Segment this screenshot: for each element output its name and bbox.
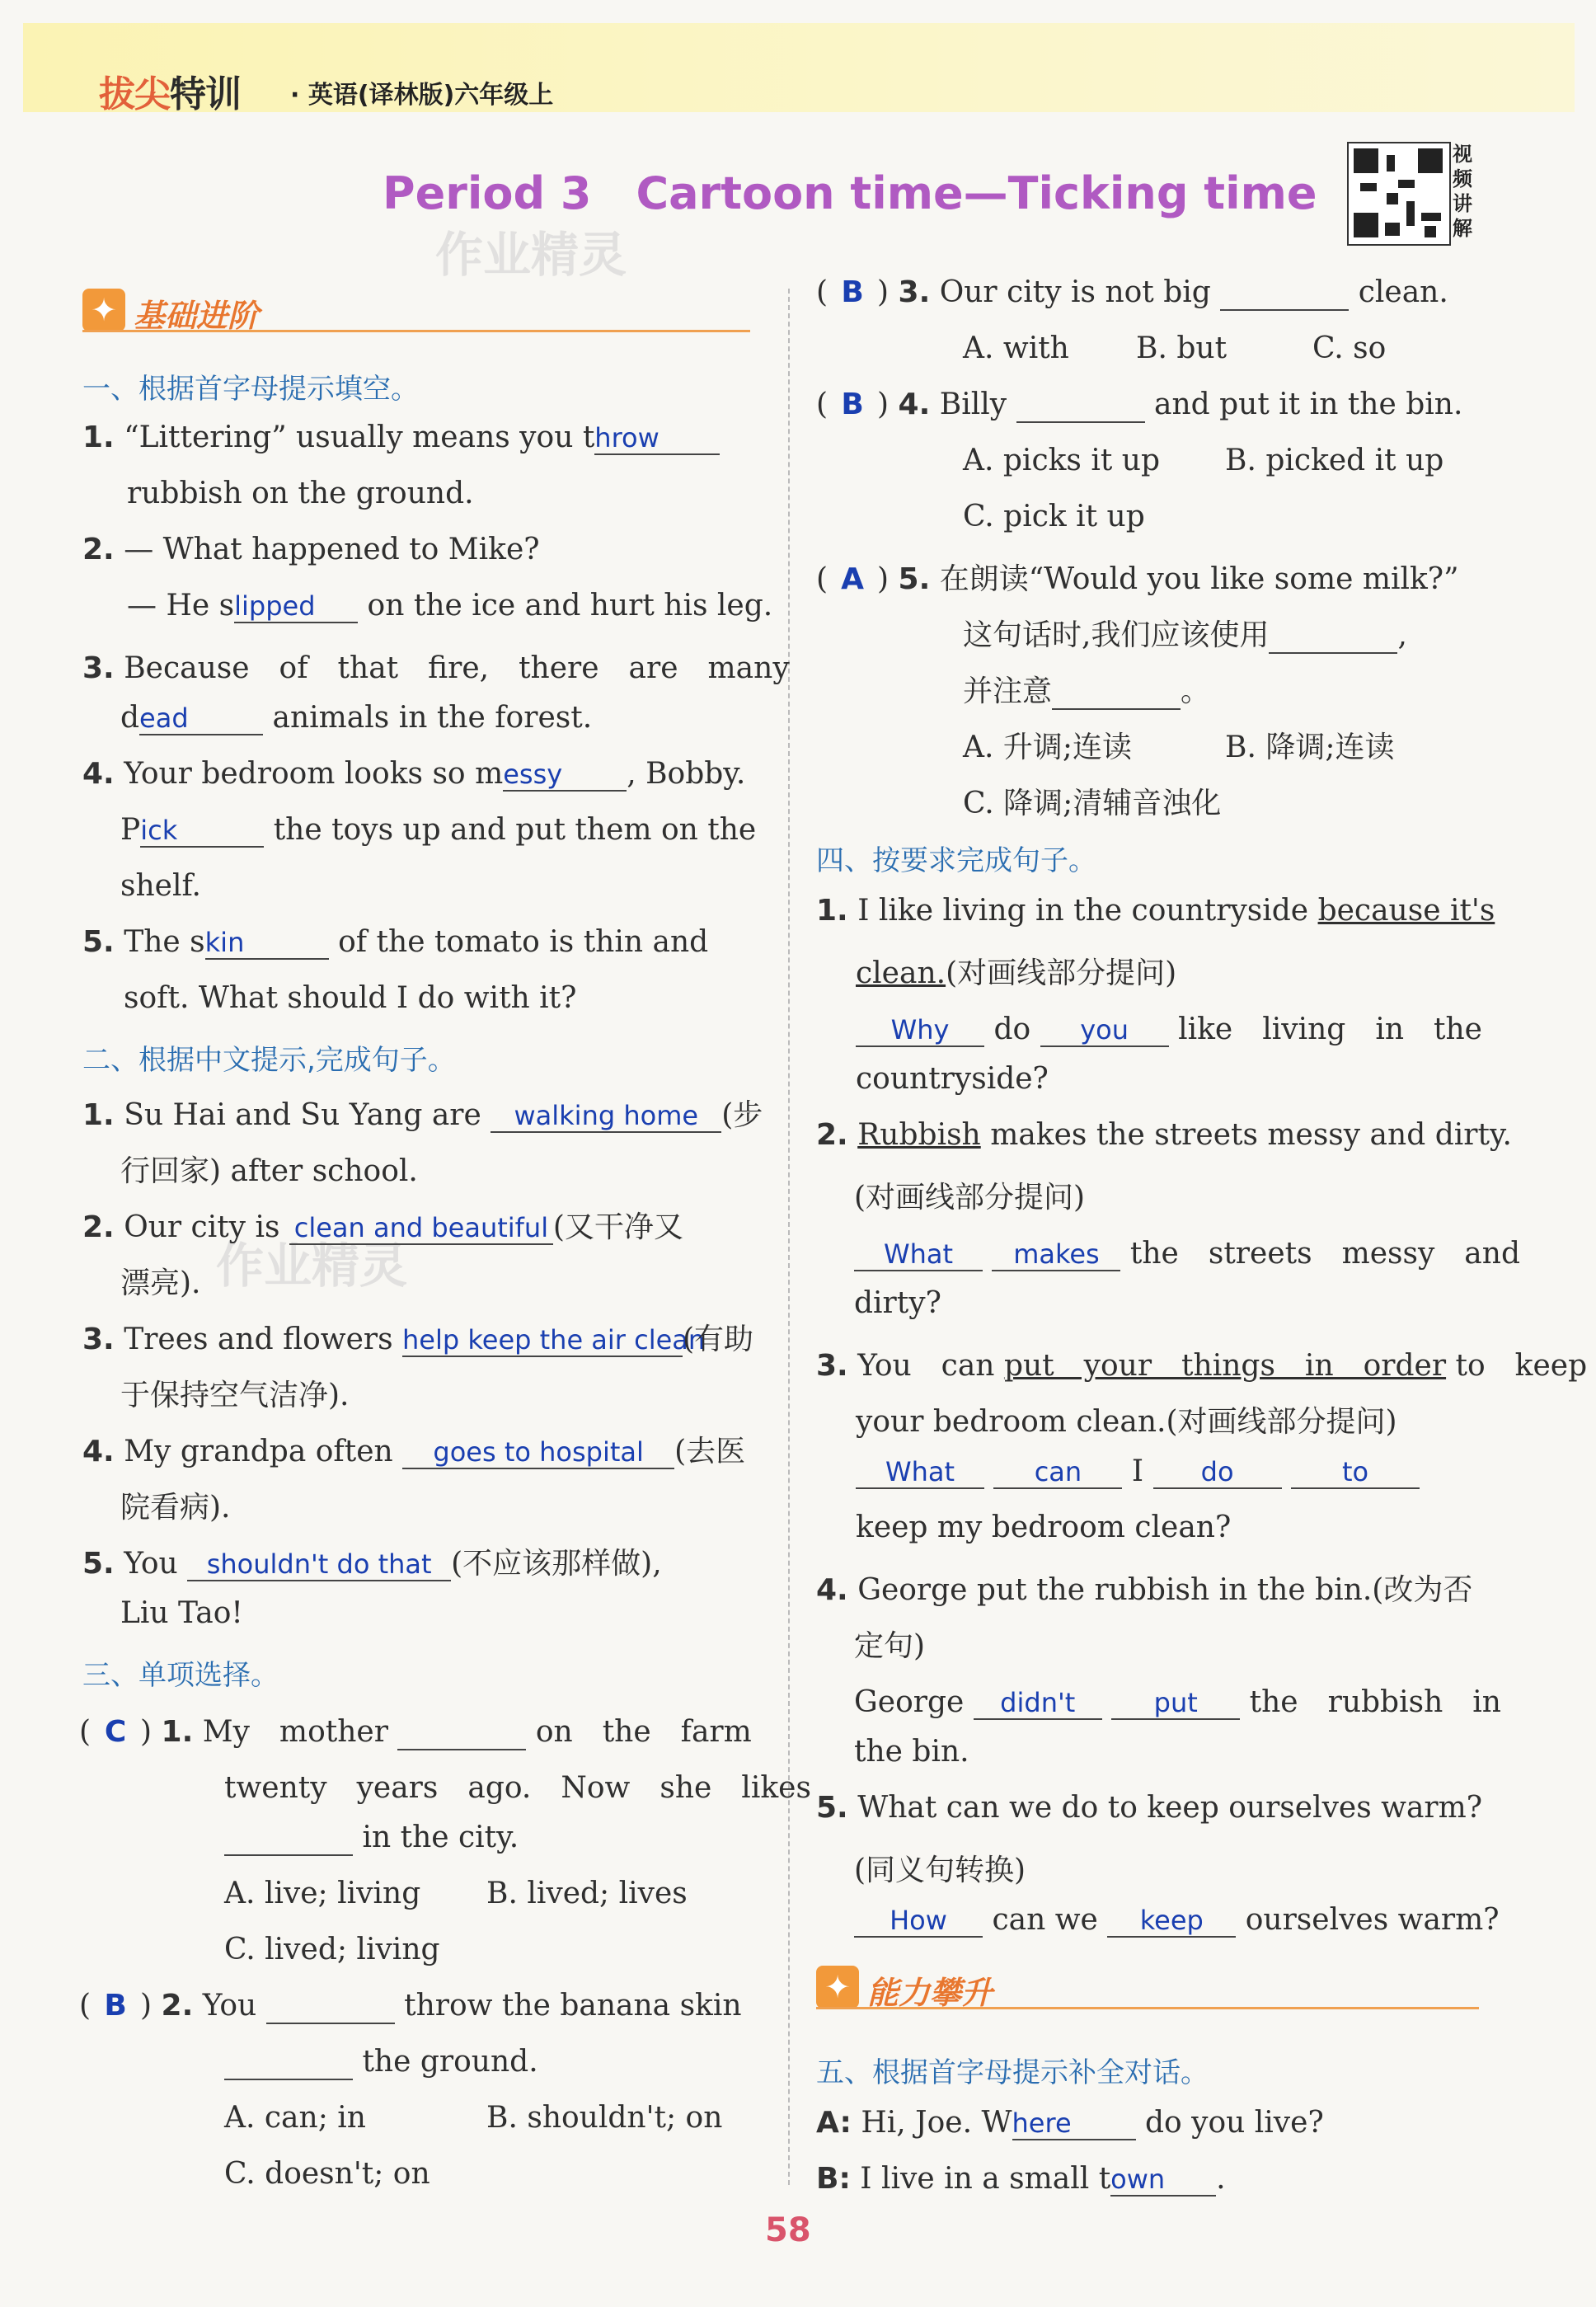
question-3-5-cont: 这句话时,我们应该使用 ,	[963, 618, 1407, 652]
question-4-2: 2. Rubbish makes the streets messy and dirty.	[816, 1118, 1512, 1152]
question-1-5: 5. The skin of the tomato is thin and	[82, 925, 709, 959]
question-4-3: 3. You can put your things in order to keep	[816, 1349, 1588, 1383]
option-c: C. 降调;清辅音浊化	[963, 787, 1222, 820]
page-number: 58	[765, 2211, 811, 2249]
section-title-3: 三、单项选择。	[82, 1659, 279, 1692]
watermark: 作业精灵	[435, 227, 627, 283]
question-3-1-cont2: in the city.	[224, 1821, 519, 1856]
question-2-4-cont: 院看病).	[120, 1491, 231, 1525]
option-a: A. live; living	[224, 1877, 421, 1910]
question-4-4-answer: George didn't put the rubbish in	[854, 1685, 1501, 1719]
watermark: 作业精灵	[216, 1238, 408, 1294]
option-c: C. doesn't; on	[224, 2157, 430, 2191]
choice-answer[interactable]: B	[841, 388, 864, 421]
choice-answer[interactable]: B	[104, 1989, 127, 2023]
qr-code-icon[interactable]	[1347, 142, 1451, 246]
question-4-3-cont2: keep my bedroom clean?	[856, 1511, 1232, 1544]
answer-blank[interactable]: here	[1012, 2107, 1136, 2140]
question-4-5-answer: How can we keep ourselves warm?	[854, 1903, 1500, 1938]
question-3-1-cont: twenty years ago. Now she likes	[224, 1771, 811, 1805]
answer-blank[interactable]: put	[1111, 1687, 1240, 1720]
question-1-1-cont: rubbish on the ground.	[127, 477, 474, 510]
option-b: B. 降调;连读	[1225, 731, 1395, 764]
question-1-2-cont: — He slipped on the ice and hurt his leg.	[127, 589, 773, 623]
answer-blank[interactable]: Why	[856, 1014, 984, 1047]
section-title-1: 一、根据首字母提示填空。	[82, 373, 419, 406]
question-2-5-cont: Liu Tao!	[120, 1596, 243, 1630]
answer-blank[interactable]: clean and beautiful	[289, 1212, 553, 1245]
answer-blank[interactable]	[224, 2045, 353, 2080]
question-2-2-cont: 漂亮).	[120, 1266, 201, 1300]
choice-answer[interactable]: C	[104, 1715, 127, 1749]
banner-rule	[82, 330, 750, 332]
answer-blank[interactable]: help keep the air clean	[402, 1324, 706, 1356]
question-2-1: 1. Su Hai and Su Yang are walking home (步	[82, 1098, 763, 1132]
answer-blank[interactable]	[397, 1715, 526, 1750]
option-b: B. lived; lives	[486, 1877, 688, 1910]
answer-blank[interactable]: can	[993, 1456, 1122, 1489]
question-4-4-cont: 定句)	[854, 1629, 926, 1663]
answer-blank[interactable]: How	[854, 1905, 983, 1938]
answer-blank[interactable]: What	[854, 1238, 983, 1271]
dialogue-line-a: A: Hi, Joe. Where do you live?	[816, 2106, 1324, 2140]
question-1-5-cont: soft. What should I do with it?	[124, 981, 577, 1015]
answer-blank[interactable]: ead	[139, 702, 263, 735]
section-title-5: 五、根据首字母提示补全对话。	[816, 2056, 1209, 2089]
question-3-2: ( B ) 2. You throw the banana skin	[79, 1989, 742, 2023]
answer-blank[interactable]: shouldn't do that	[187, 1548, 451, 1581]
question-3-5-cont2: 并注意 。	[963, 674, 1211, 708]
dialogue-line-b: B: I live in a small town .	[816, 2162, 1226, 2196]
answer-blank[interactable]: do	[1153, 1456, 1282, 1489]
section-title-4: 四、按要求完成句子。	[816, 844, 1096, 877]
answer-blank[interactable]	[1016, 388, 1145, 423]
option-b: B. but	[1136, 331, 1228, 365]
banner-text: 基础进阶	[134, 298, 260, 334]
question-2-2: 2. Our city is clean and beautiful (又干净又	[82, 1210, 683, 1244]
question-4-3-cont: your bedroom clean.(对画线部分提问)	[856, 1405, 1397, 1439]
question-2-1-cont: 行回家) after school.	[120, 1154, 418, 1188]
answer-blank[interactable]	[1052, 674, 1181, 710]
answer-blank[interactable]	[224, 1821, 353, 1856]
option-b: B. shouldn't; on	[486, 2101, 723, 2135]
section-title-2: 二、根据中文提示,完成句子。	[82, 1044, 456, 1077]
climbing-figure-icon: ✦	[816, 1966, 859, 2009]
option-a: A. 升调;连读	[963, 731, 1133, 764]
subtitle-text: 英语(译林版)六年级上	[307, 81, 554, 110]
answer-blank[interactable]: walking home	[491, 1100, 721, 1133]
question-2-4: 4. My grandpa often goes to hospital (去医	[82, 1435, 746, 1468]
question-1-3: 3. Because of that fire, there are many	[82, 651, 790, 685]
question-3-4: ( B ) 4. Billy and put it in the bin.	[816, 388, 1463, 421]
answer-blank[interactable]	[1220, 275, 1349, 311]
running-figure-icon: ✦	[82, 289, 125, 331]
book-subtitle	[290, 74, 553, 110]
question-4-1: 1. I like living in the countryside because it's	[816, 894, 1495, 928]
question-1-4-cont2: shelf.	[120, 869, 201, 903]
option-a: A. can; in	[224, 2101, 366, 2135]
answer-blank[interactable]	[1269, 618, 1397, 654]
question-1-4: 4. Your bedroom looks so messy , Bobby.	[82, 757, 746, 791]
answer-blank[interactable]: goes to hospital	[402, 1436, 674, 1469]
banner-text: 能力攀升	[867, 1975, 993, 2011]
brand-part-a: 拔尖	[99, 73, 170, 115]
header-band	[23, 23, 1575, 112]
option-c: C. lived; living	[224, 1933, 440, 1966]
answer-blank[interactable]: lipped	[234, 590, 358, 623]
question-4-2-answer: What makes the streets messy and	[854, 1230, 1520, 1272]
question-3-5: ( A ) 5. 在朗读“Would you like some milk?”	[816, 562, 1459, 596]
question-3-1: ( C ) 1. My mother on the farm	[79, 1715, 752, 1749]
answer-blank[interactable]: makes	[992, 1238, 1120, 1271]
question-1-3-cont: dead animals in the forest.	[120, 701, 593, 735]
page-title: Period 3 Cartoon time—Ticking time	[383, 167, 1317, 219]
question-2-3: 3. Trees and flowers help keep the air clean(有助	[82, 1323, 754, 1356]
answer-blank[interactable]: What	[856, 1456, 984, 1489]
answer-blank[interactable]	[266, 1989, 395, 2024]
answer-blank[interactable]: essy	[503, 759, 627, 792]
question-4-1-cont: clean.(对画线部分提问)	[856, 956, 1177, 990]
question-1-1: 1. “Littering” usually means you throw	[82, 421, 720, 455]
question-4-3-answer: What can I do to	[856, 1454, 1420, 1489]
option-c: C. so	[1312, 331, 1387, 365]
answer-blank[interactable]: you	[1040, 1014, 1169, 1047]
question-4-2-hint: (对画线部分提问)	[854, 1181, 1086, 1215]
question-3-2-cont: the ground.	[224, 2045, 538, 2080]
option-b: B. picked it up	[1225, 444, 1444, 477]
answer-blank[interactable]: hrow	[594, 422, 720, 455]
header-dot: ·	[290, 81, 300, 110]
question-4-4-cont2: the bin.	[854, 1735, 969, 1769]
option-a: A. with	[963, 331, 1069, 365]
question-2-3-cont: 于保持空气洁净).	[120, 1379, 350, 1412]
question-3-3: ( B ) 3. Our city is not big clean.	[816, 275, 1448, 309]
question-4-5: 5. What can we do to keep ourselves warm?	[816, 1791, 1483, 1825]
question-1-4-cont: Pick the toys up and put them on the	[120, 813, 757, 847]
question-1-2: 2. — What happened to Mike?	[82, 533, 540, 566]
answer-blank[interactable]: kin	[205, 927, 329, 960]
column-divider	[788, 289, 790, 2185]
option-a: A. picks it up	[963, 444, 1160, 477]
question-2-5: 5. You shouldn't do that (不应该那样做),	[82, 1547, 662, 1581]
option-c: C. pick it up	[963, 500, 1145, 533]
brand-logo	[99, 64, 241, 117]
question-4-4: 4. George put the rubbish in the bin.(改为否	[816, 1573, 1473, 1607]
answer-blank[interactable]: ick	[140, 815, 264, 848]
question-4-1-cont2: countryside?	[856, 1062, 1049, 1096]
answer-blank[interactable]: to	[1291, 1456, 1420, 1489]
brand-part-b: 特训	[170, 73, 241, 115]
qr-video-label: 视频讲解	[1453, 143, 1472, 240]
answer-blank[interactable]: own	[1110, 2164, 1216, 2197]
answer-blank[interactable]: keep	[1107, 1905, 1236, 1938]
question-4-1-answer: Why do you like living in the	[856, 1006, 1482, 1048]
choice-answer[interactable]: A	[841, 562, 864, 596]
question-4-5-hint: (同义句转换)	[854, 1854, 1026, 1887]
question-4-2-cont: dirty?	[854, 1286, 941, 1320]
choice-answer[interactable]: B	[841, 275, 864, 309]
answer-blank[interactable]: didn't	[974, 1687, 1102, 1720]
banner-rule	[816, 2007, 1479, 2009]
